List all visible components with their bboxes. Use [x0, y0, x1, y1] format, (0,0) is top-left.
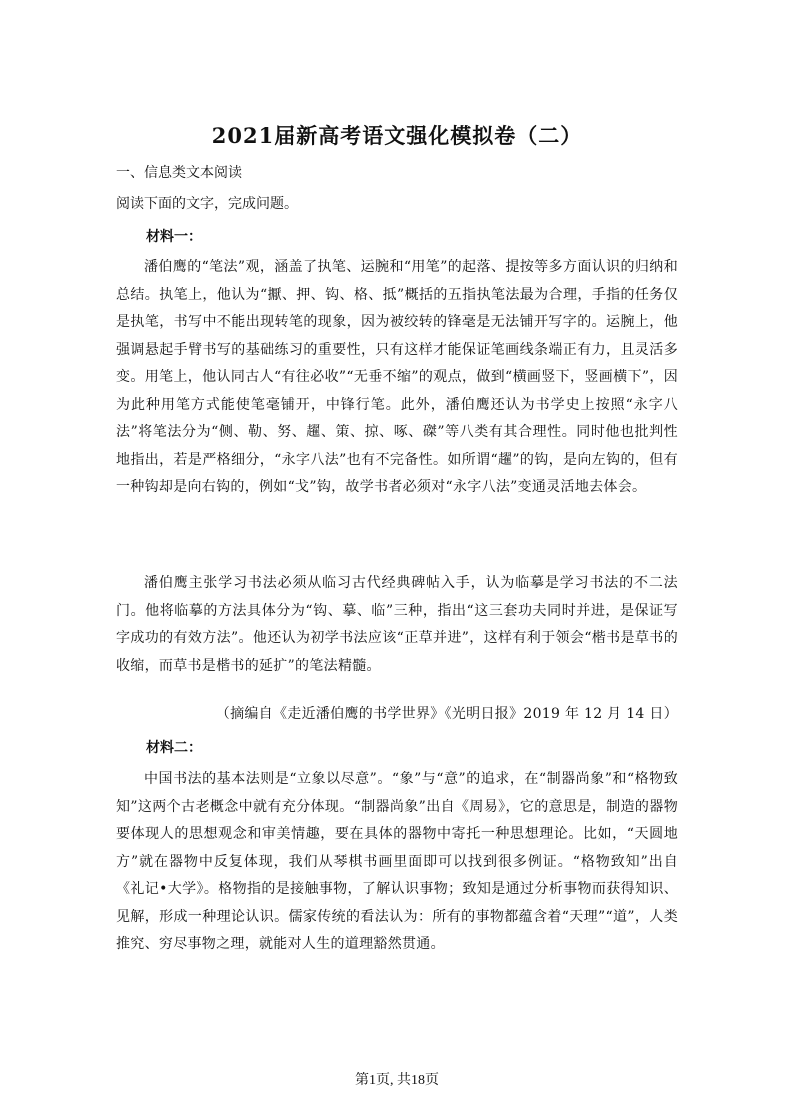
- exam-title: 2021届新高考语文强化模拟卷（二）: [211, 123, 583, 148]
- material1-paragraph-1: 潘伯鹰的“笔法”观，涵盖了执笔、运腕和“用笔”的起落、提按等多方面认识的归纳和总结。执笔上，他认为“擫、押、钩、格、抵”概括的五指执笔法最为合理，手指的任务仅是执笔，书写中不能出现转笔的现象，因为被绞转的锋毫是无法铺开写字的。运腕上，他强调悬起手臂书写的基础练习的重要性，只有这样才能保证笔画线条端正有力，且灵活多变。用笔上，他认同古人“有往必收”“无垂不缩”的观点，做到“横画竖下，竖画横下”，因为此种用笔方式能使笔毫铺开，中锋行笔。此外，潘伯鹰还认为书学史上按照“永字八法”将笔法分为“侧、勒、努、趯、策、掠、啄、磔”等八类有其合理性。同时他也批判性地指出，若是严格细分，“永字八法”也有不完备性。如所谓“趯”的钩，是向左钩的，但有一种钩却是向右钩的，例如“戈”钩，故学书者必须对“永字八法”变通灵活地去体会。: [116, 259, 678, 495]
- material1-source: （摘编自《走近潘伯鹰的书学世界》《光明日报》2019 年 12 月 14 日）: [215, 706, 678, 722]
- page-footer: 第1页, 共18页: [355, 1073, 439, 1088]
- section-heading: 一、信息类文本阅读: [116, 165, 242, 181]
- material2-paragraph-1: 中国书法的基本法则是“立象以尽意”。“象”与“意”的追求，在“制器尚象”和“格物致知”这两个古老概念中就有充分体现。“制器尚象”出自《周易》，它的意思是，制造的器物要体现人的思想观念和审美情趣，要在具体的器物中寄托一种思想理论。比如，“天圆地方”就在器物中反复体现，我们从琴棋书画里面即可以找到很多例证。“格物致知”出自《礼记•大学》。格物指的是接触事物，了解认识事物；致知是通过分析事物而获得知识、见解，形成一种理论认识。儒家传统的看法认为：所有的事物都蕴含着“天理”“道”，人类推究、穷尽事物之理，就能对人生的道理豁然贯通。: [116, 771, 678, 952]
- material1-paragraph-2: 潘伯鹰主张学习书法必须从临习古代经典碑帖入手，认为临摹是学习书法的不二法门。他将临摹的方法具体分为“钩、摹、临”三种，指出“这三套功夫同时并进，是保证写字成功的有效方法”。他还认为初学书法应该“正草并进”，这样有利于领会“楷书是草书的收缩，而草书是楷书的延扩”的笔法精髓。: [116, 575, 678, 674]
- material1-heading: 材料一：: [146, 229, 202, 245]
- material2-heading: 材料二：: [146, 740, 202, 756]
- instruction-text: 阅读下面的文字，完成问题。: [116, 196, 298, 212]
